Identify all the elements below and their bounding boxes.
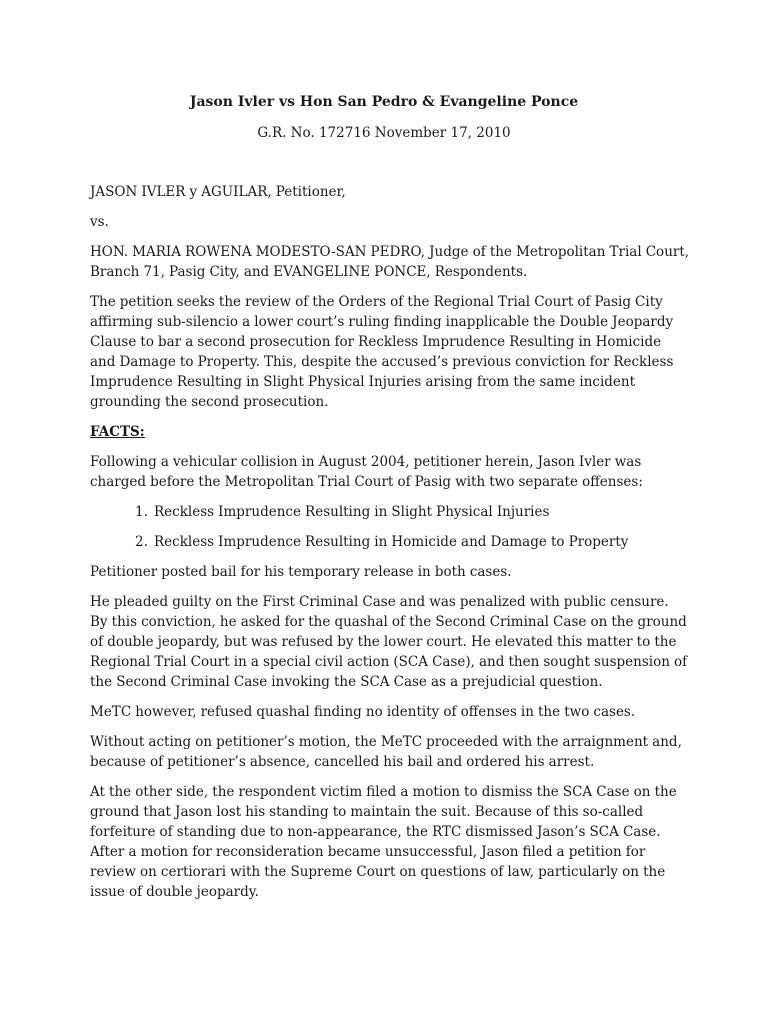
offense-item: 1. Reckless Imprudence Resulting in Slight Physical Injuries [152,502,690,522]
facts-heading: FACTS: [90,424,145,440]
bail-paragraph: Petitioner posted bail for his temporary release in both cases. [90,564,512,580]
intro-paragraph: The petition seeks the review of the Orders of the Regional Trial Court of Pasig City affirming sub-silencio a lower court’s ruling finding inapplicable the Double Jeopardy Clause to bar a second prosecution for Reckless Imprudence Resulting in Homicide and Damage to Property. This, despite the accused’s previous conviction for Reckless Imprudence Resulting in Slight Physical Injuries arising from the same incident grounding the second prosecution. [90,294,674,410]
case-number: G.R. No. 172716 November 17, 2010 [257,125,511,141]
facts-intro-paragraph: Following a vehicular collision in August 2004, petitioner herein, Jason Ivler was charged before the Metropolitan Trial Court of Pasig with two separate offenses: [90,454,643,490]
respondents-paragraph: HON. MARIA ROWENA MODESTO-SAN PEDRO, Judge of the Metropolitan Trial Court, Branch 71, Pasig City, and EVANGELINE PONCE, Respondents. [90,244,690,280]
dismissal-paragraph: At the other side, the respondent victim filed a motion to dismiss the SCA Case on the ground that Jason lost his standing to maintain the suit. Because of this so-called forfeiture of standing due to non-appearance, the RTC dismissed Jason’s SCA Case. After a motion for reconsideration became unsuccessful, Jason filed a petition for review on certiorari with the Supreme Court on questions of law, particularly on the issue of double jeopardy. [90,784,677,900]
petitioner-line: JASON IVLER y AGUILAR, Petitioner, [90,184,346,200]
versus-line: vs. [90,214,109,230]
offenses-list [90,502,690,552]
document-body [90,182,690,912]
arraignment-paragraph: Without acting on petitioner’s motion, the MeTC proceeded with the arraignment and, because of petitioner’s absence, cancelled his bail and ordered his arrest. [90,734,682,770]
metc-refusal-paragraph: MeTC however, refused quashal finding no identity of offenses in the two cases. [90,704,636,720]
offense-item: 2. Reckless Imprudence Resulting in Homicide and Damage to Property [152,532,690,552]
document-title: Jason Ivler vs Hon San Pedro & Evangeline Ponce [189,94,579,110]
plea-paragraph: He pleaded guilty on the First Criminal Case and was penalized with public censure. By this conviction, he asked for the quashal of the Second Criminal Case on the ground of double jeopardy, but was refused by the lower court. He elevated this matter to the Regional Trial Court in a special civil action (SCA Case), and then sought suspension of the Second Criminal Case invoking the SCA Case as a prejudicial question. [90,594,688,690]
